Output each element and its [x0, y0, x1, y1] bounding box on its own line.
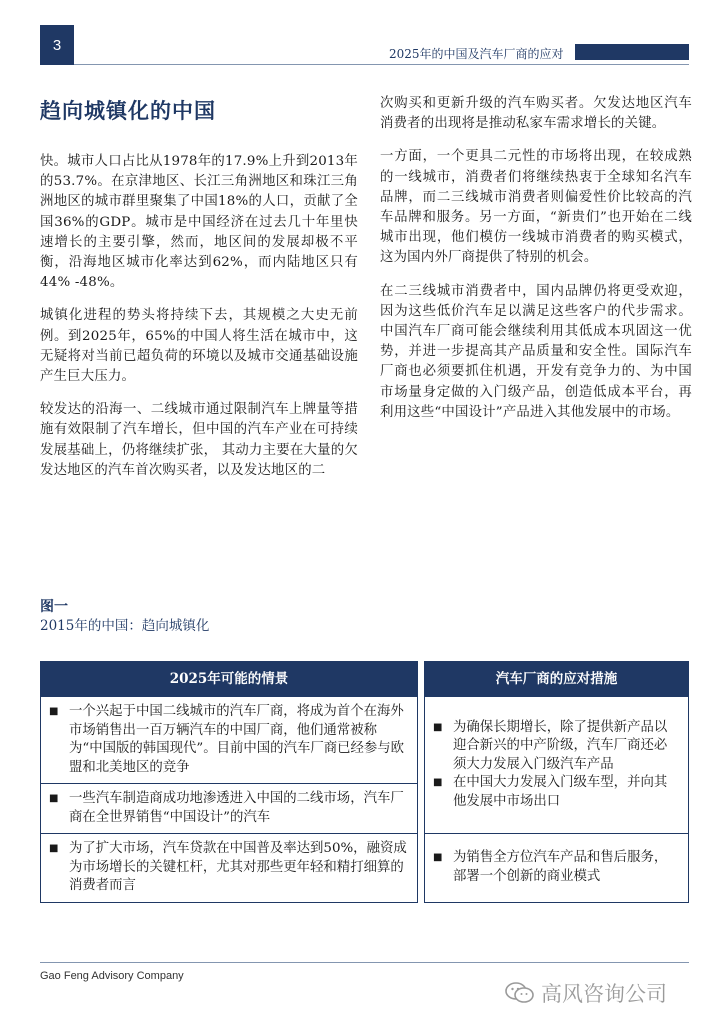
paragraph: 快。城市人口占比从1978年的17.9%上升到2013年的53.7%。在京津地区、长江三角洲地区和珠江三角洲地区的城市群里聚集了中国18%的人口，贡献了全国36%的GDP。城市是中国经济在过去几十年里快速增长的主要引擎，然而，地区间的发展却极不平衡，沿海地区城市化率达到62%，而内陆地区只有44% -48%。 — [40, 154, 358, 291]
response-text: 为确保长期增长，除了提供新产品以迎合新兴的中产阶级，汽车厂商还必须大力发展入门级汽车产品 — [453, 719, 668, 772]
wechat-icon — [505, 981, 535, 1005]
scenario-text: 一些汽车制造商成功地渗透进入中国的二线市场，汽车厂商在全世界销售“中国设计”的汽车 — [69, 791, 404, 825]
footer-divider — [40, 962, 689, 963]
table-row — [41, 834, 689, 903]
paragraph: 较发达的沿海一、二线城市通过限制汽车上牌量等措施有效限制了汽车增长，但中国的汽车产业在可持续发展基础上，仍将继续扩张， 其动力主要在大量的欠发达地区的汽车首次购买者，以及发达地区的二 — [40, 402, 358, 478]
table-gap — [418, 662, 425, 697]
figure-label: 图一 — [40, 599, 68, 615]
table-cell — [425, 697, 689, 834]
table-header-responses: 汽车厂商的应对措施 — [425, 662, 689, 697]
paragraph: 城镇化进程的势头将持续下去，其规模之大史无前例。到2025年，65%的中国人将生活在城市中，这无疑将对当前已超负荷的环境以及城市交通基础设施产生巨大压力。 — [40, 308, 358, 385]
paragraph: 次购买和更新升级的汽车购买者。欠发达地区汽车消费者的出现将是推动私家车需求增长的关键。 — [380, 96, 692, 132]
footer-company: Gao Feng Advisory Company — [40, 970, 184, 982]
left-column — [40, 152, 358, 494]
right-column — [380, 94, 692, 436]
scenario-text: 为了扩大市场，汽车贷款在中国普及率达到50%，融资成为市场增长的关键杠杆，尤其对那些更年轻和精打细算的消费者而言 — [69, 841, 407, 893]
watermark-text: 高风咨询公司 — [541, 982, 667, 1006]
bullet-square-icon: ■ — [49, 843, 59, 854]
table-cell — [41, 784, 418, 834]
bullet-square-icon: ■ — [49, 793, 59, 804]
response-text: 在中国大力发展入门级车型，并向其他发展中市场出口 — [453, 775, 668, 809]
table-cell — [41, 697, 418, 784]
table-gap — [418, 784, 425, 834]
bullet-square-icon: ■ — [433, 721, 443, 733]
table-header-row — [41, 662, 689, 697]
paragraph: 在二三线城市消费者中，国内品牌仍将更受欢迎，因为这些低价汽车足以满足这些客户的代步需求。中国汽车厂商可能会继续利用其低成本巩固这一优势，并进一步提高其产品质量和安全性。国际汽车厂商也必须要抓住机遇，开发有竞争力的、为中国市场量身定做的入门级产品，创造低成本平台，再利用这些“中国设计”产品进入其他发展中的市场。 — [380, 283, 692, 420]
table-cell — [41, 834, 418, 903]
bullet-square-icon: ■ — [433, 777, 443, 789]
bullet-square-icon: ■ — [49, 706, 59, 717]
table-cell — [425, 834, 689, 903]
header-divider — [74, 64, 689, 65]
header-bar — [575, 44, 689, 60]
page-number: 3 — [40, 25, 74, 65]
table-header-scenarios: 2025年可能的情景 — [41, 662, 418, 697]
section-title: 趋向城镇化的中国 — [40, 98, 216, 123]
watermark — [505, 978, 667, 1008]
paragraph: 一方面，一个更具二元性的市场将出现，在较成熟的一线城市，消费者们将继续热衷于全球知名汽车品牌，而二三线城市消费者则偏爱性价比较高的汽车品牌和服务。另一方面，“新贵们”也开始在二线城市出现，他们模仿一线城市消费者的购买模式，这为国内外厂商提供了特别的机会。 — [380, 149, 692, 266]
bullet-square-icon: ■ — [433, 852, 443, 864]
header-title: 2025年的中国及汽车厂商的应对 — [389, 47, 564, 61]
table-row — [41, 697, 689, 784]
scenario-table — [40, 661, 689, 903]
scenario-text: 一个兴起于中国二线城市的汽车厂商，将成为首个在海外市场销售出一百万辆汽车的中国厂商，他们通常被称为“中国版的韩国现代”。目前中国的汽车厂商已经参与欧盟和北美地区的竞争 — [69, 704, 405, 775]
table-gap — [418, 697, 425, 784]
response-text: 为销售全方位汽车产品和售后服务，部署一个创新的商业模式 — [453, 850, 668, 884]
table-gap — [418, 834, 425, 903]
figure-title: 2015年的中国：趋向城镇化 — [40, 618, 210, 634]
